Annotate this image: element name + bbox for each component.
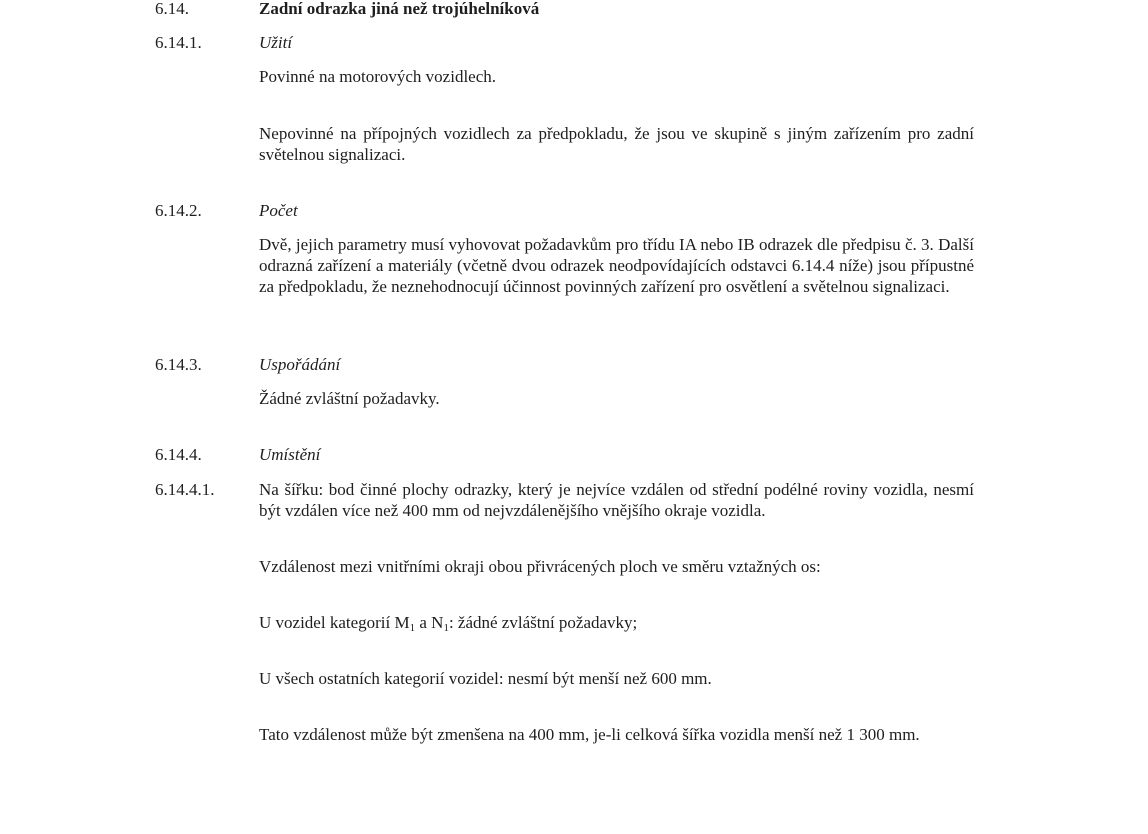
section-title: Zadní odrazka jiná než trojúhelníková [259, 0, 540, 18]
categories-text-start: U vozidel kategorií M [259, 613, 410, 632]
use-paragraph-1: Povinné na motorových vozidlech. [259, 67, 497, 86]
category-n-subscript: 1 [443, 622, 449, 634]
use-paragraph-2: Nepovinné na přípojných vozidlech za předpokladu, že jsou ve skupině s jiným zařízením pro zadní světelnou signalizaci. [259, 124, 974, 164]
width-number: 6.14.4.1. [155, 480, 215, 499]
position-label: Umístění [259, 445, 321, 464]
count-number: 6.14.2. [155, 201, 202, 220]
categories-text-middle: a N [415, 613, 444, 632]
use-number: 6.14.1. [155, 33, 202, 52]
arrangement-number: 6.14.3. [155, 355, 202, 374]
width-paragraph-3 [259, 612, 974, 633]
position-number: 6.14.4. [155, 445, 202, 464]
category-m-subscript: 1 [409, 622, 416, 634]
width-paragraph-1: Na šířku: bod činné plochy odrazky, který je nejvíce vzdálen od střední podélné roviny vozidla, nesmí být vzdálen více než 400 mm od nejvzdálenějšího vnějšího okraje vozidla. [259, 480, 974, 520]
width-paragraph-2: Vzdálenost mezi vnitřními okraji obou přivrácených ploch ve směru vztažných os: [259, 557, 821, 576]
width-paragraph-5: Tato vzdálenost může být zmenšena na 400 mm, je-li celková šířka vozidla menší než 1 300 mm. [259, 725, 920, 744]
section-number: 6.14. [155, 0, 189, 18]
categories-text-end: : žádné zvláštní požadavky; [448, 613, 638, 632]
count-label: Počet [259, 201, 298, 220]
use-label: Užití [259, 33, 293, 52]
width-paragraph-4: U všech ostatních kategorií vozidel: nesmí být menší než 600 mm. [259, 669, 712, 688]
arrangement-paragraph: Žádné zvláštní požadavky. [259, 389, 440, 408]
count-paragraph: Dvě, jejich parametry musí vyhovovat požadavkům pro třídu IA nebo IB odrazek dle předpisu č. 3. Další odrazná zařízení a materiály (včetně dvou odrazek neodpovídajících odstavci 6.14.4 níže) jsou přípustné za předpokladu, že neznehodnocují účinnost povinných zařízení pro osvětlení a světelnou signalizaci. [259, 235, 974, 296]
arrangement-label: Uspořádání [259, 355, 341, 374]
